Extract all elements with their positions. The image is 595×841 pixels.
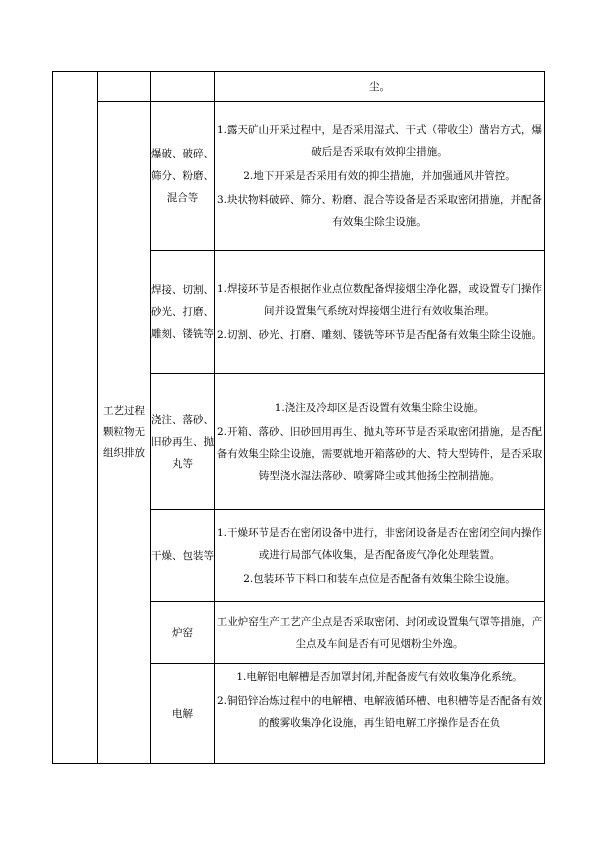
requirement-item: 2.包装环节下料口和装车点位是否配备有效集尘除尘设施。 [243,572,516,585]
requirement-cell [215,102,545,251]
requirement-cell [215,664,545,764]
requirement-text: 尘。 [369,80,390,93]
table-row [53,102,545,251]
requirement-cell [215,72,545,102]
requirement-cell [215,602,545,664]
table-row [53,72,545,102]
process-cell: 干燥、包装等 [151,510,215,602]
blank-cell [151,72,215,102]
process-cell: 焊接、切割、砂光、打磨、雕刻、镂铣等 [151,251,215,374]
requirement-item: 1.电解铝电解槽是否加罩封闭,并配备废气有效收集净化系统。 [236,671,523,683]
blank-cell [98,72,151,102]
requirement-item: 2.地下开采是否采用有效的抑尘措施，并加强通风井管控。 [243,170,516,182]
requirement-cell [215,374,545,510]
process-cell: 浇注、落砂、旧砂再生、抛丸等 [151,374,215,510]
requirement-cell [215,251,545,374]
inspection-table [52,71,545,764]
requirement-item: 2.切割、砂光、打磨、雕刻、镂铣等环节是否配备有效集尘除尘设施。 [216,329,543,341]
requirement-item: 1.浇注及冷却区是否设置有效集尘除尘设施。 [274,401,485,414]
requirement-cell [215,510,545,602]
process-cell: 炉窑 [151,602,215,664]
category-cell: 工艺过程颗粒物无组织排放 [98,102,151,764]
process-cell: 爆破、破碎、筛分、粉磨、混合等 [151,102,215,251]
requirement-item: 1.露天矿山开采过程中，是否采用湿式、干式（带收尘）凿岩方式，爆破后是否采取有效抑尘措施。 [216,124,543,158]
requirement-item: 1.干燥环节是否在密闭设备中进行，非密闭设备是否在密闭空间内操作或进行局部气体收集，是否配备废气净化处理装置。 [216,526,543,561]
requirement-item: 3.块状物料破碎、筛分、粉磨、混合等设备是否采取密闭措施，并配备有效集尘除尘设施。 [216,194,543,228]
requirement-item: 2.铜铅锌冶炼过程中的电解槽、电解液循环槽、电积槽等是否配备有效的酸雾收集净化设施，再生铅电解工序操作是否在负 [216,695,543,729]
requirement-item: 2.开箱、落砂、旧砂回用再生、抛丸等环节是否采取密闭措施，是否配备有效集尘除尘设施，需要就地开箱落砂的大、特大型铸件，是否采取铸型浇水湿法落砂、喷雾降尘或其他扬尘控制措施。 [216,425,543,482]
process-cell: 电解 [151,664,215,764]
requirement-item: 工业炉窑生产工艺产尘点是否采取密闭、封闭或设置集气罩等措施，产尘点及车间是否有可见烟粉尘外逸。 [216,615,543,650]
requirement-item: 1.焊接环节是否根据作业点位数配备焊接烟尘净化器，或设置专门操作间并设置集气系统对焊接烟尘进行有效收集治理。 [216,283,543,317]
outer-blank-cell [53,72,98,764]
